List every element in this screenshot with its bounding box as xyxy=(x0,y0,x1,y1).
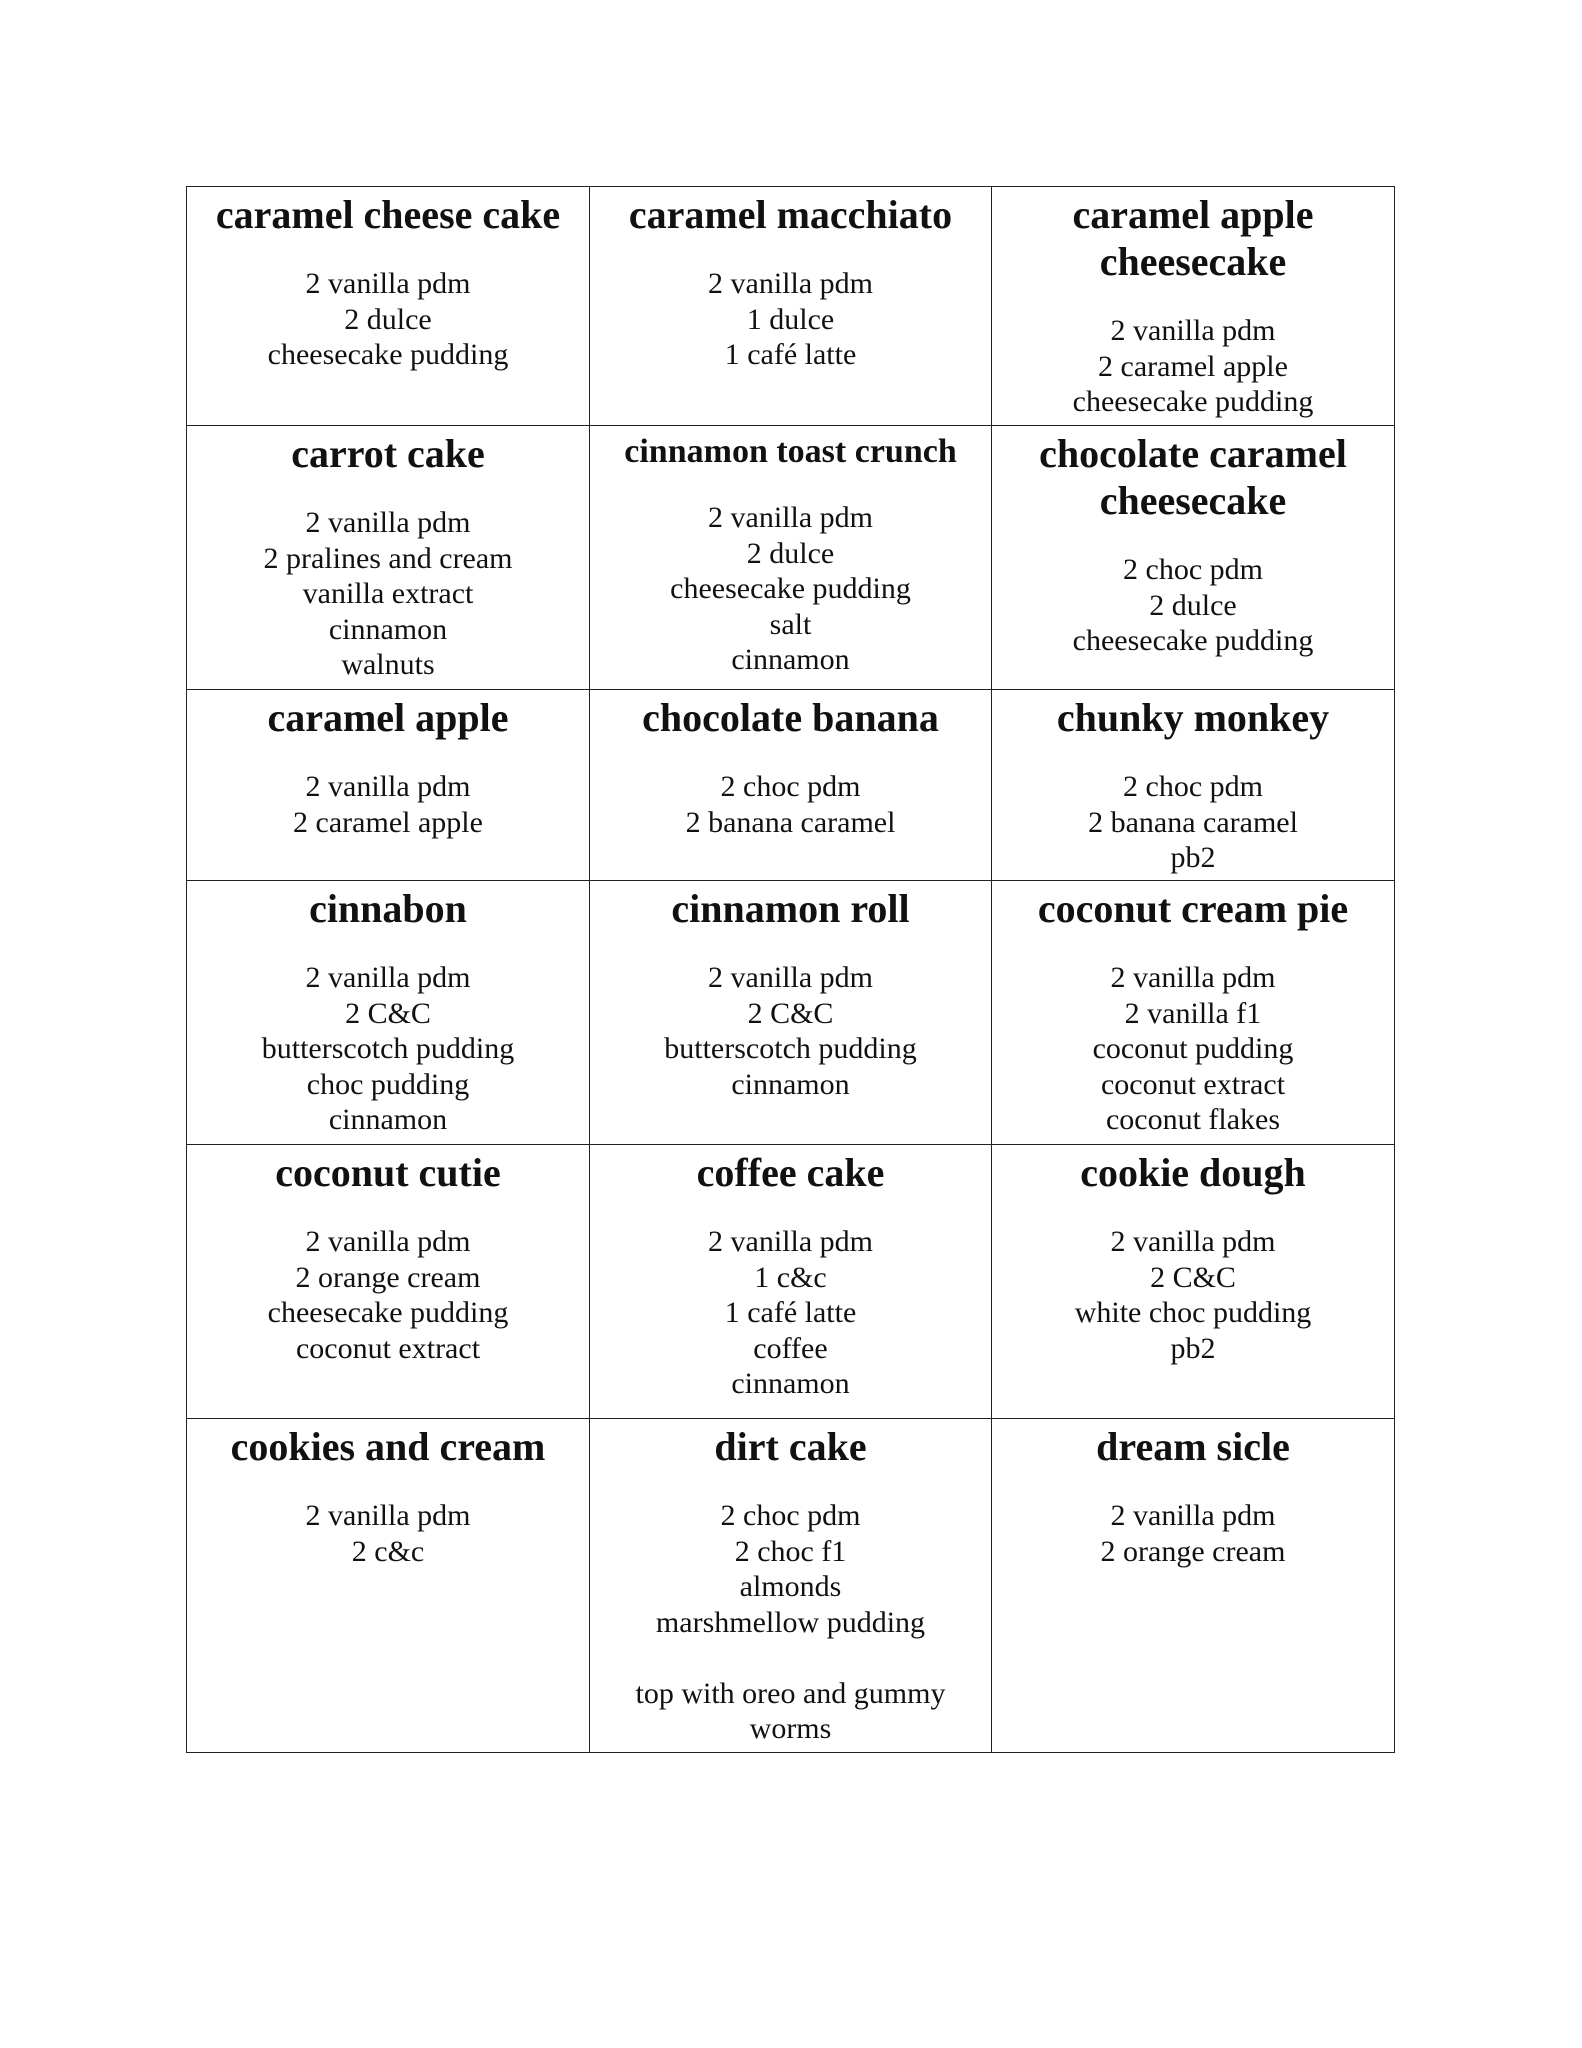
ingredient-line: 2 pralines and cream xyxy=(263,541,513,575)
ingredient-line: cheesecake pudding xyxy=(1072,385,1314,418)
blank-line xyxy=(596,1640,985,1676)
ingredient-line: top with oreo and gummy xyxy=(635,1676,946,1710)
recipe-cell xyxy=(992,1419,1395,1753)
ingredient-line: 2 choc pdm xyxy=(1123,770,1263,803)
ingredient-line: 2 caramel apple xyxy=(293,805,483,839)
recipe-cell xyxy=(187,187,590,426)
recipe-cell xyxy=(590,690,992,881)
ingredient-line: 2 C&C xyxy=(747,996,834,1030)
ingredient-line: 2 vanilla pdm xyxy=(708,1225,873,1258)
recipe-cell xyxy=(187,1419,590,1753)
ingredient-line: 2 vanilla pdm xyxy=(708,501,873,534)
ingredient-line: cinnamon xyxy=(731,643,850,676)
table-row xyxy=(187,1419,1395,1753)
ingredient-line: choc pudding xyxy=(306,1067,470,1101)
ingredient-line: 2 vanilla pdm xyxy=(1110,1499,1276,1532)
recipe-cell xyxy=(590,426,992,690)
ingredient-line: pb2 xyxy=(1170,1331,1216,1365)
recipe-title: chocolate caramel cheesecake xyxy=(1039,431,1347,523)
ingredient-line: butterscotch pudding xyxy=(261,1032,515,1065)
ingredient-line: 2 vanilla pdm xyxy=(1110,314,1276,347)
ingredient-line: 2 orange cream xyxy=(295,1260,481,1294)
ingredient-list xyxy=(998,313,1388,420)
recipe-title: cinnamon roll xyxy=(671,886,910,931)
ingredient-list xyxy=(998,769,1388,876)
recipe-cell xyxy=(992,187,1395,426)
recipe-title: cinnabon xyxy=(309,886,467,931)
ingredient-list xyxy=(193,1224,583,1366)
recipe-cell xyxy=(590,1419,992,1753)
ingredient-line: 2 dulce xyxy=(344,302,432,336)
recipe-table xyxy=(186,186,1395,1753)
recipe-title: caramel apple xyxy=(267,695,509,740)
ingredient-list xyxy=(596,500,985,678)
recipe-title: carrot cake xyxy=(291,431,485,476)
ingredient-line: butterscotch pudding xyxy=(664,1032,917,1065)
ingredient-list xyxy=(596,1498,985,1747)
recipe-title: caramel cheese cake xyxy=(215,192,561,237)
recipe-cell xyxy=(187,690,590,881)
ingredient-list xyxy=(596,1224,985,1402)
recipe-cell xyxy=(992,1145,1395,1419)
recipe-title: caramel apple cheesecake xyxy=(1072,192,1314,284)
ingredient-line: cheesecake pudding xyxy=(267,338,509,371)
recipe-title: coffee cake xyxy=(696,1150,885,1195)
recipe-title: cookies and cream xyxy=(230,1424,546,1469)
ingredient-line: 2 vanilla pdm xyxy=(1110,1225,1276,1258)
ingredient-line: 2 banana caramel xyxy=(685,805,896,839)
recipe-title: coconut cutie xyxy=(275,1150,501,1195)
ingredient-line: cheesecake pudding xyxy=(670,572,911,605)
ingredient-line: coconut flakes xyxy=(1105,1103,1281,1136)
ingredient-list xyxy=(193,505,583,683)
recipe-title: chunky monkey xyxy=(1056,695,1330,740)
ingredient-line: 1 café latte xyxy=(724,338,857,371)
ingredient-line: 2 vanilla pdm xyxy=(305,1225,471,1258)
ingredient-line: 2 vanilla pdm xyxy=(708,267,873,300)
ingredient-list xyxy=(596,266,985,373)
ingredient-line: cinnamon xyxy=(328,612,448,646)
ingredient-line: coconut pudding xyxy=(1092,1032,1294,1065)
ingredient-list xyxy=(998,1224,1388,1366)
recipe-cell xyxy=(992,881,1395,1145)
ingredient-list xyxy=(193,1498,583,1569)
recipe-title: chocolate banana xyxy=(642,695,939,740)
recipe-title: coconut cream pie xyxy=(1037,886,1349,931)
ingredient-line: cinnamon xyxy=(731,1367,850,1400)
ingredient-line: 2 choc pdm xyxy=(720,1499,861,1532)
ingredient-line: 2 C&C xyxy=(1150,1260,1236,1294)
ingredient-line: 2 vanilla f1 xyxy=(1124,996,1262,1030)
ingredient-line: 2 vanilla pdm xyxy=(708,961,873,994)
ingredient-line: 2 vanilla pdm xyxy=(305,506,471,539)
ingredient-line: cinnamon xyxy=(731,1067,850,1101)
ingredient-line: marshmellow pudding xyxy=(655,1605,926,1639)
ingredient-line: 1 dulce xyxy=(746,302,835,336)
ingredient-line: 2 banana caramel xyxy=(1088,805,1298,839)
ingredient-list xyxy=(998,960,1388,1138)
table-row xyxy=(187,690,1395,881)
ingredient-line: cinnamon xyxy=(328,1103,448,1136)
recipe-title: caramel macchiato xyxy=(628,192,953,237)
ingredient-line: 2 C&C xyxy=(345,996,431,1030)
ingredient-line: 2 vanilla pdm xyxy=(305,961,471,994)
ingredient-line: pb2 xyxy=(1170,841,1216,874)
ingredient-list xyxy=(193,960,583,1138)
ingredient-line: 2 vanilla pdm xyxy=(305,770,471,803)
ingredient-line: 2 vanilla pdm xyxy=(305,267,471,300)
ingredient-line: 2 choc pdm xyxy=(1123,553,1263,586)
ingredient-line: vanilla extract xyxy=(302,577,474,610)
ingredient-line: 1 c&c xyxy=(754,1260,827,1294)
ingredient-line: salt xyxy=(769,607,812,641)
ingredient-list xyxy=(998,552,1388,659)
recipe-cell xyxy=(590,881,992,1145)
recipe-cell xyxy=(187,1145,590,1419)
recipe-cell xyxy=(187,426,590,690)
ingredient-line: 2 dulce xyxy=(1149,588,1237,622)
ingredient-list xyxy=(596,769,985,840)
ingredient-line: almonds xyxy=(739,1570,842,1603)
ingredient-list xyxy=(193,266,583,373)
ingredient-line: 2 caramel apple xyxy=(1098,349,1288,383)
table-row xyxy=(187,881,1395,1145)
table-row xyxy=(187,187,1395,426)
ingredient-line: 1 café latte xyxy=(724,1296,857,1329)
ingredient-list xyxy=(998,1498,1388,1569)
recipe-title: cinnamon toast crunch xyxy=(624,433,957,470)
ingredient-line: 2 choc f1 xyxy=(734,1534,847,1568)
ingredient-line: 2 c&c xyxy=(351,1534,425,1568)
ingredient-line: 2 dulce xyxy=(746,536,835,570)
recipe-cell xyxy=(992,426,1395,690)
table-row xyxy=(187,1145,1395,1419)
ingredient-line: 2 choc pdm xyxy=(720,770,861,803)
recipe-cell xyxy=(590,187,992,426)
ingredient-line: walnuts xyxy=(341,648,435,681)
recipe-title: dream sicle xyxy=(1096,1424,1290,1469)
recipe-cell xyxy=(992,690,1395,881)
ingredient-line: white choc pudding xyxy=(1074,1296,1312,1329)
recipe-cell xyxy=(187,881,590,1145)
ingredient-line: 2 vanilla pdm xyxy=(305,1499,471,1532)
recipe-title: cookie dough xyxy=(1080,1150,1306,1195)
recipe-title: dirt cake xyxy=(714,1424,867,1469)
recipe-cell xyxy=(590,1145,992,1419)
ingredient-list xyxy=(193,769,583,840)
ingredient-line: worms xyxy=(749,1712,832,1745)
ingredient-line: coffee xyxy=(753,1331,828,1365)
ingredient-line: 2 vanilla pdm xyxy=(1110,961,1276,994)
ingredient-list xyxy=(596,960,985,1102)
ingredient-line: coconut extract xyxy=(295,1331,481,1365)
ingredient-line: coconut extract xyxy=(1100,1067,1286,1101)
ingredient-line: 2 orange cream xyxy=(1100,1534,1286,1568)
ingredient-line: cheesecake pudding xyxy=(267,1296,509,1329)
ingredient-line: cheesecake pudding xyxy=(1072,624,1314,657)
table-row xyxy=(187,426,1395,690)
